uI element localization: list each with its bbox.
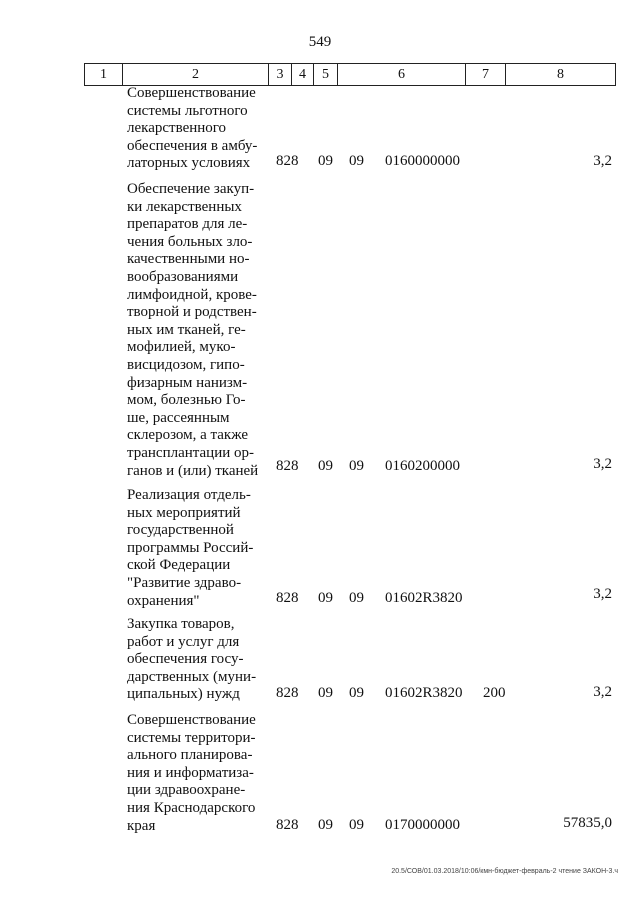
row-code-subsection: 09 xyxy=(349,458,364,474)
row-description: Закупка товаров, работ и услуг для обеспечения госу- дарственных (муни- ципальных) нужд xyxy=(127,616,257,703)
header-col-3: 3 xyxy=(276,67,284,82)
row-code-subsection: 09 xyxy=(349,590,364,606)
row-amount: 3,2 xyxy=(593,684,612,700)
row-amount: 3,2 xyxy=(593,456,612,472)
header-col-5: 5 xyxy=(322,67,329,82)
header-col-2: 2 xyxy=(192,67,199,82)
row-code-gl: 828 xyxy=(276,458,299,474)
row-code-target: 01602R3820 xyxy=(385,685,463,701)
row-amount: 57835,0 xyxy=(563,815,612,831)
row-code-target: 0160000000 xyxy=(385,153,460,169)
row-description: Обеспечение закуп- ки лекарственных препаратов для ле- чения больных зло- качественными но- вообразованиями лимфоидной, крове- творной и родствен- ных им тканей, ге- мофилией, муко- висцидозом, гипо- физарным нанизм- мом, болезнью Го- ше, рассеянным склерозом, а также трансплантации ор- ганов и (или) тканей xyxy=(127,181,259,479)
row-code-target: 0170000000 xyxy=(385,817,460,833)
header-col-6: 6 xyxy=(398,67,405,82)
row-code-subsection: 09 xyxy=(349,817,364,833)
page-number: 549 xyxy=(308,34,332,50)
footer-stamp: 20.5/СОВ/01.03.2018/10:06/кмн-бюджет-февраль-2 чтение ЗАКОН-3.ч xyxy=(391,868,618,875)
row-code-gl: 828 xyxy=(276,590,299,606)
row-code-gl: 828 xyxy=(276,817,299,833)
table-header xyxy=(84,63,616,86)
row-code-section: 09 xyxy=(318,817,333,833)
header-col-4: 4 xyxy=(299,67,306,82)
row-description: Реализация отдель- ных мероприятий государственной программы Россий- ской Федерации "Развитие здраво- охранения" xyxy=(127,487,254,609)
row-code-section: 09 xyxy=(318,153,333,169)
header-col-7: 7 xyxy=(482,67,489,82)
row-code-expense-type: 200 xyxy=(483,685,506,701)
row-description: Совершенствование системы льготного лекарственного обеспечения в амбу- латорных условиях xyxy=(127,85,258,172)
row-code-target: 01602R3820 xyxy=(385,590,463,606)
row-code-subsection: 09 xyxy=(349,685,364,701)
header-col-8: 8 xyxy=(557,67,564,82)
row-code-subsection: 09 xyxy=(349,153,364,169)
row-description: Совершенствование системы территори- ального планирова- ния и информатиза- ции здравоохране- ния Краснодарского края xyxy=(127,712,256,834)
row-amount: 3,2 xyxy=(593,586,612,602)
row-code-target: 0160200000 xyxy=(385,458,460,474)
row-code-section: 09 xyxy=(318,685,333,701)
row-amount: 3,2 xyxy=(593,153,612,169)
row-code-section: 09 xyxy=(318,458,333,474)
row-code-gl: 828 xyxy=(276,153,299,169)
header-col-1: 1 xyxy=(100,67,107,82)
row-code-gl: 828 xyxy=(276,685,299,701)
row-code-section: 09 xyxy=(318,590,333,606)
